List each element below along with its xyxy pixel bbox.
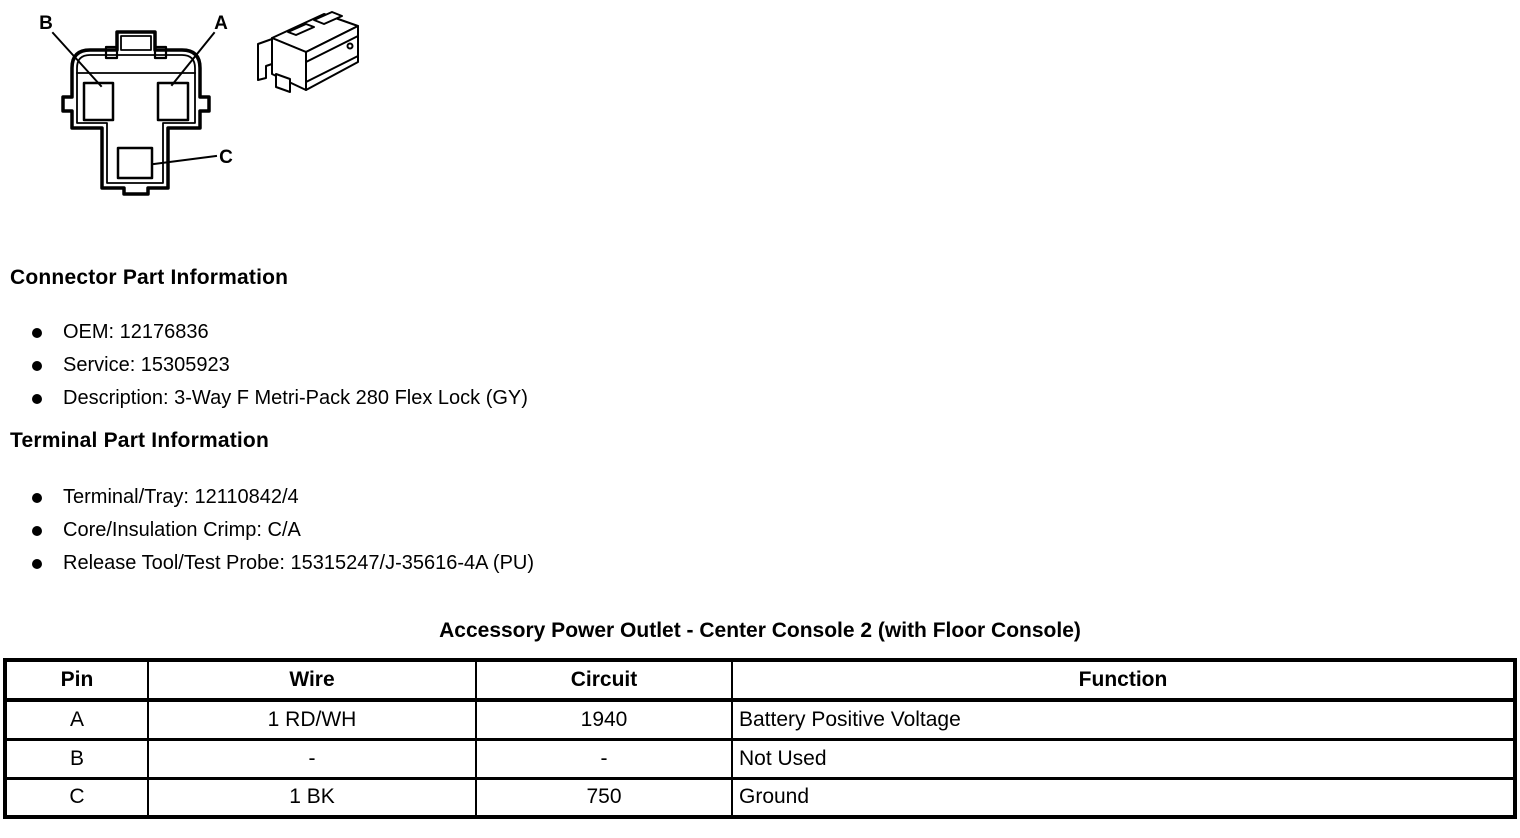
column-header-circuit: Circuit <box>476 660 732 700</box>
list-item-text: OEM: 12176836 <box>63 321 209 343</box>
bullet-icon <box>32 493 42 503</box>
pin-label-a: A <box>214 13 228 34</box>
cell-function: Battery Positive Voltage <box>732 700 1515 739</box>
pin-label-c: C <box>219 147 233 168</box>
list-item-text: Terminal/Tray: 12110842/4 <box>63 486 299 508</box>
connector-part-info-list <box>0 316 900 415</box>
cell-circuit: - <box>476 739 732 778</box>
bullet-icon <box>32 526 42 536</box>
connector-face-diagram <box>20 0 240 210</box>
list-item-crimp <box>0 514 900 547</box>
cell-circuit: 750 <box>476 778 732 817</box>
list-item-text: Service: 15305923 <box>63 354 230 376</box>
terminal-part-info-list <box>0 481 900 580</box>
bullet-icon <box>32 394 42 404</box>
cell-pin: B <box>5 739 148 778</box>
pin-label-b: B <box>39 13 53 34</box>
bullet-icon <box>32 361 42 371</box>
cell-wire: 1 RD/WH <box>148 700 476 739</box>
cavity-a <box>158 83 188 120</box>
list-item-oem <box>0 316 900 349</box>
cell-function: Ground <box>732 778 1515 817</box>
list-item-service <box>0 349 900 382</box>
leader-line-a <box>172 33 214 85</box>
cell-pin: A <box>5 700 148 739</box>
table-row-pin-c <box>5 778 1515 817</box>
cell-wire: 1 BK <box>148 778 476 817</box>
list-item-text: Description: 3-Way F Metri-Pack 280 Flex Lock (GY) <box>63 387 528 409</box>
cavity-b <box>84 83 113 120</box>
cavity-c <box>118 148 152 178</box>
connector-part-info-heading: Connector Part Information <box>10 266 289 289</box>
list-item-terminal-tray <box>0 481 900 514</box>
table-row-pin-b <box>5 739 1515 778</box>
column-header-wire: Wire <box>148 660 476 700</box>
cell-circuit: 1940 <box>476 700 732 739</box>
pinout-table-title: Accessory Power Outlet - Center Console 2 (with Floor Console) <box>439 619 1081 642</box>
list-item-description <box>0 382 900 415</box>
list-item-release-tool <box>0 547 900 580</box>
bullet-icon <box>32 559 42 569</box>
cell-function: Not Used <box>732 739 1515 778</box>
column-header-pin: Pin <box>5 660 148 700</box>
list-item-text: Release Tool/Test Probe: 15315247/J-35616-4A (PU) <box>63 552 535 574</box>
connector-isometric-view <box>248 2 366 100</box>
terminal-part-info-heading: Terminal Part Information <box>10 429 269 452</box>
column-header-function: Function <box>732 660 1515 700</box>
list-item-text: Core/Insulation Crimp: C/A <box>63 519 301 541</box>
cell-pin: C <box>5 778 148 817</box>
table-header-row <box>5 660 1515 700</box>
table-row-pin-a <box>5 700 1515 739</box>
bullet-icon <box>32 328 42 338</box>
pinout-table <box>3 658 1517 819</box>
cell-wire: - <box>148 739 476 778</box>
